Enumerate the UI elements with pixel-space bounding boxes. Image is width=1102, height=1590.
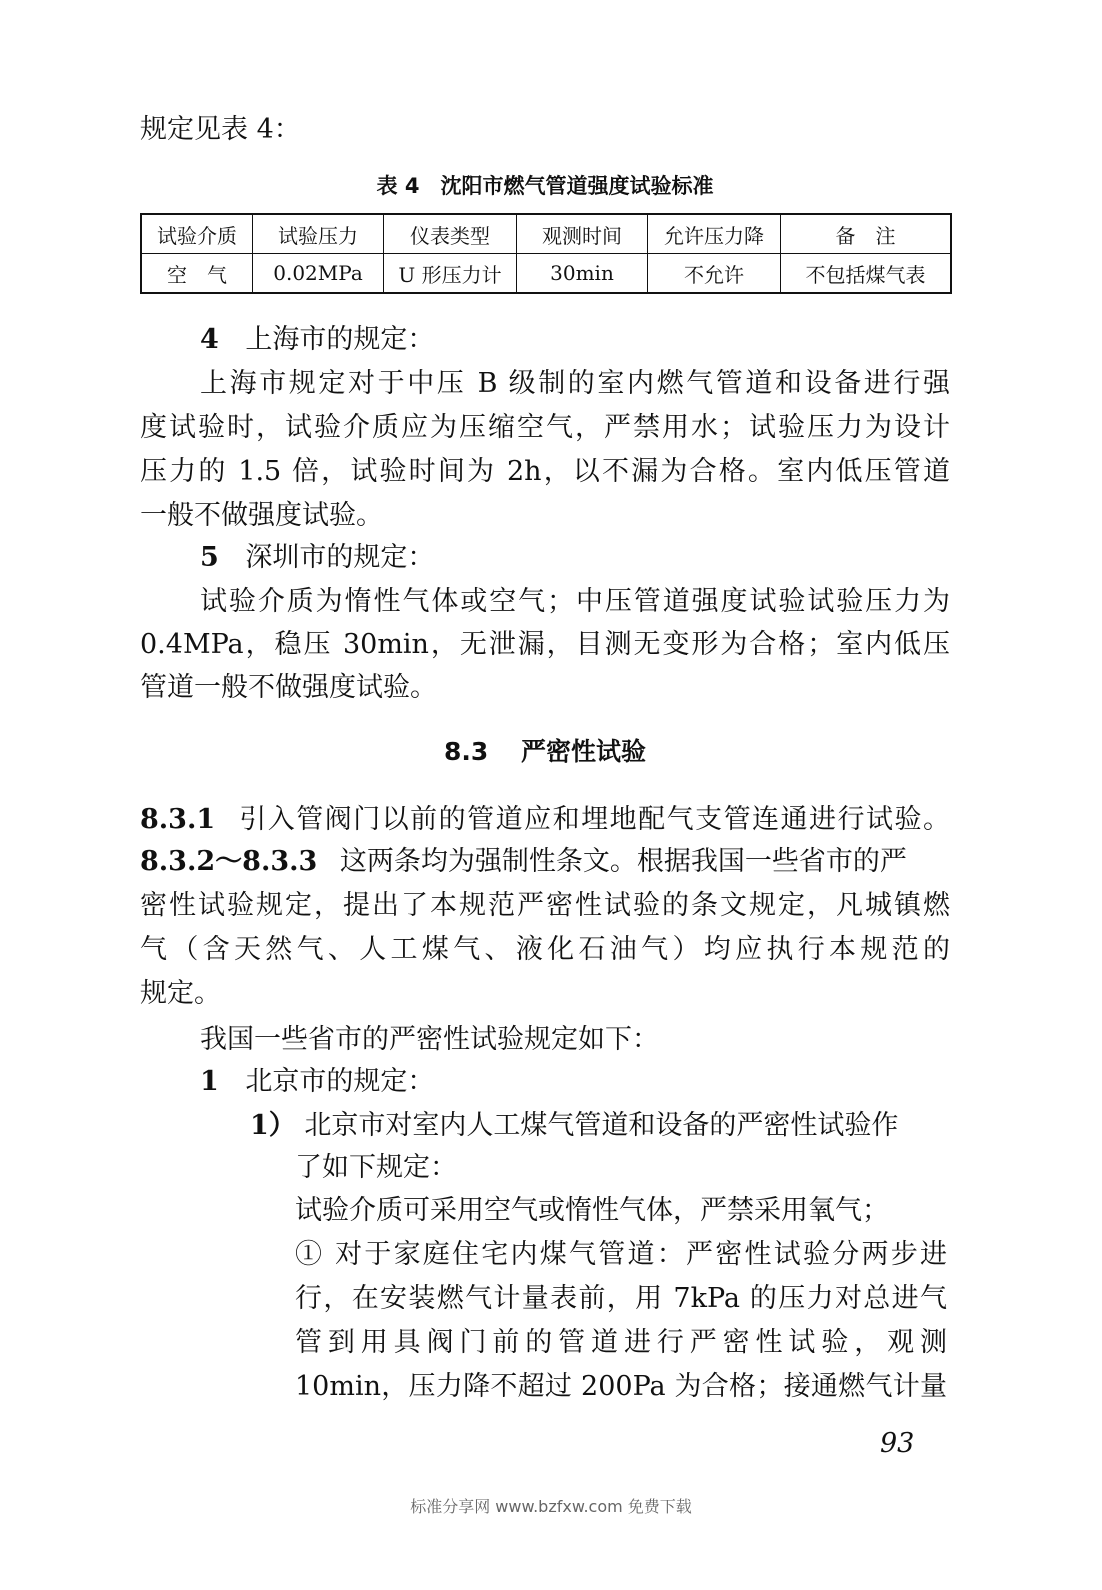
paragraph-line: 管道一般不做强度试验。: [140, 672, 437, 703]
provinces-intro: 我国一些省市的严密性试验规定如下：: [200, 1024, 659, 1055]
table-header-cell: 仪表类型: [384, 214, 517, 254]
item-heading: 深圳市的规定：: [245, 542, 435, 573]
item-number: 4: [200, 324, 219, 355]
intro-text: 规定见表 4：: [140, 114, 301, 145]
section-number: 8.3: [443, 737, 489, 766]
item-heading: 北京市的规定：: [245, 1066, 435, 1097]
item-heading: 上海市的规定：: [245, 324, 435, 355]
item-number: 5: [200, 542, 219, 573]
watermark-text: 标准分享网 www.bzfxw.com 免费下载: [410, 1497, 692, 1516]
table-cell: 30min: [517, 254, 648, 294]
table-cell: 不允许: [648, 254, 781, 294]
paragraph-line: 管到用具阀门前的管道进行严密性试验，观测: [295, 1327, 947, 1358]
paragraph-line: 度试验时，试验介质应为压缩空气，严禁用水；试验压力为设计: [140, 412, 950, 443]
table-cell: 0.02MPa: [253, 254, 384, 294]
table-header-cell: 备 注: [781, 214, 952, 254]
paragraph-line: 密性试验规定，提出了本规范严密性试验的条文规定，凡城镇燃: [140, 890, 950, 921]
shanghai-heading: [200, 320, 1020, 360]
paragraph-line: 试验介质可采用空气或惰性气体，严禁采用氧气；: [295, 1195, 889, 1226]
clause-8-3-2: [140, 842, 960, 882]
clause-text: 这两条均为强制性条文。根据我国一些省市的严: [339, 846, 907, 877]
table-header-cell: 试验介质: [141, 214, 253, 254]
table-title: 表 4 沈阳市燃气管道强度试验标准: [376, 174, 714, 198]
table-header-cell: 试验压力: [253, 214, 384, 254]
section-title: 严密性试验: [521, 737, 647, 766]
sub-item-text: 北京市对室内人工煤气管道和设备的严密性试验作: [304, 1110, 899, 1141]
table-header-row: [141, 214, 951, 254]
clause-8-3-1: [140, 800, 950, 840]
shenzhen-heading: [200, 538, 1020, 578]
table-header-cell: 允许压力降: [648, 214, 781, 254]
sub-item-number: 1）: [250, 1110, 296, 1141]
clause-text: 引入管阀门以前的管道应和埋地配气支管连通进行试验。: [239, 804, 950, 835]
clause-number: 8.3.1: [140, 804, 216, 835]
table-header-cell: 观测时间: [517, 214, 648, 254]
paragraph-line: 气（含天然气、人工煤气、液化石油气）均应执行本规范的: [140, 934, 950, 965]
item-number: 1: [200, 1066, 219, 1097]
paragraph-line: 试验介质为惰性气体或空气；中压管道强度试验试验压力为: [200, 586, 950, 617]
table-cell: 不包括煤气表: [781, 254, 952, 294]
paragraph-line: 上海市规定对于中压 B 级制的室内燃气管道和设备进行强: [200, 368, 950, 399]
paragraph-line: 一般不做强度试验。: [140, 500, 383, 531]
paragraph-line: 了如下规定：: [295, 1152, 457, 1183]
clause-number: 8.3.2～8.3.3: [140, 846, 318, 877]
page-number: 93: [880, 1428, 915, 1459]
paragraph-line: 0.4MPa，稳压 30min，无泄漏，目测无变形为合格；室内低压: [140, 629, 950, 660]
strength-test-table: [140, 213, 952, 294]
paragraph-line: 10min，压力降不超过 200Pa 为合格；接通燃气计量: [295, 1371, 947, 1402]
table-cell: 空 气: [141, 254, 253, 294]
paragraph-line: 行，在安装燃气计量表前，用 7kPa 的压力对总进气: [295, 1283, 947, 1314]
paragraph-line: 规定。: [140, 978, 221, 1009]
table-row: [141, 254, 951, 294]
beijing-heading: [200, 1062, 1020, 1102]
table-cell: U 形压力计: [384, 254, 517, 294]
sub-item: [250, 1106, 950, 1146]
paragraph-line: ① 对于家庭住宅内煤气管道：严密性试验分两步进: [295, 1239, 947, 1270]
section-heading: [140, 732, 950, 772]
paragraph-line: 压力的 1.5 倍，试验时间为 2h，以不漏为合格。室内低压管道: [140, 456, 950, 487]
